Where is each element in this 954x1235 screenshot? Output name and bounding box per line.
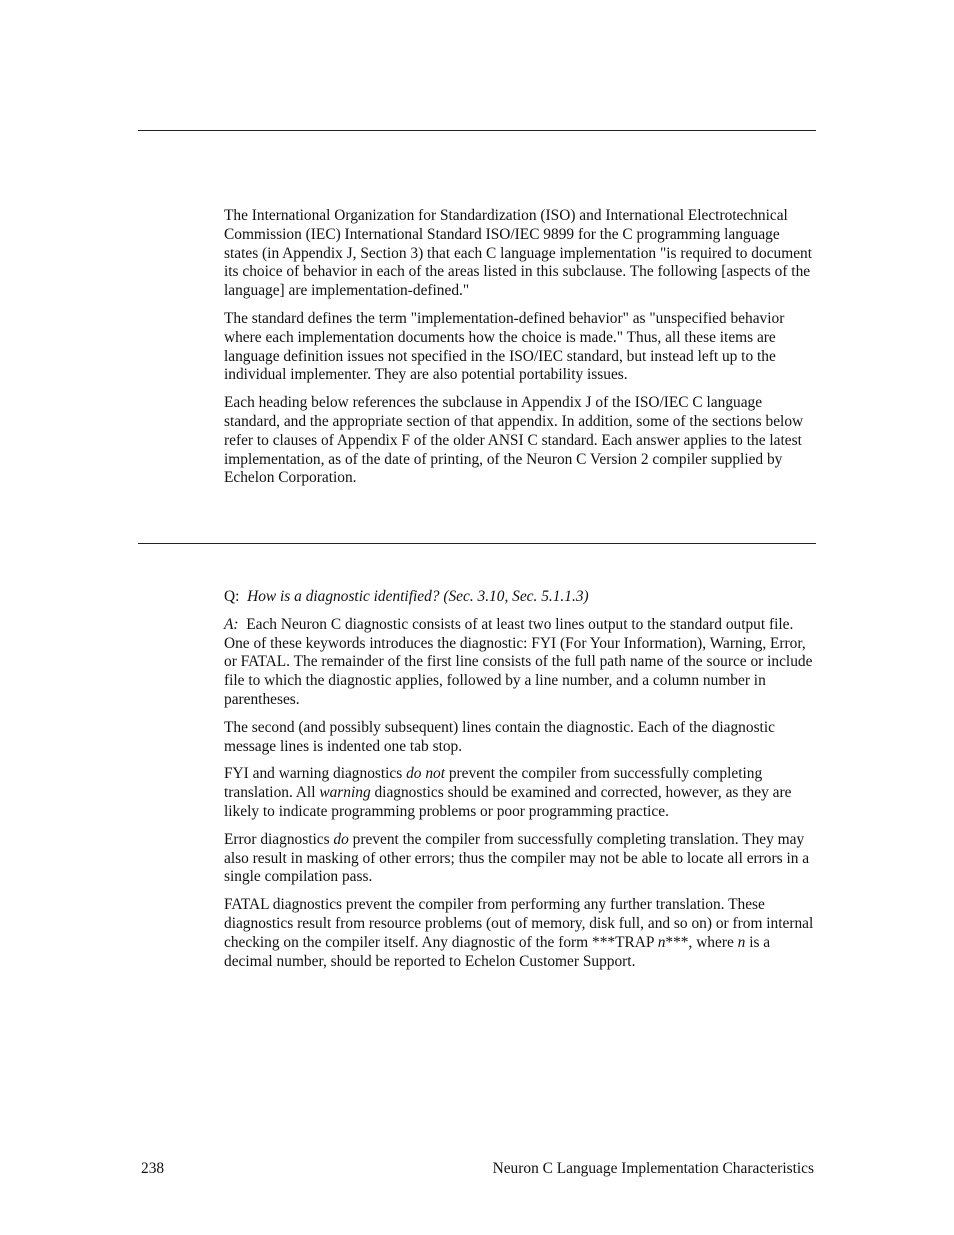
text-run: prevent the compiler from successfully completing translation. They may also result in masking of other errors; thus the compiler may not be able to locate all errors in a single compilation pass. bbox=[224, 830, 810, 886]
answer-text: Each Neuron C diagnostic consists of at least two lines output to the standard output file. One of these keywords introduces the diagnostic: FYI (For Your Information), Warning, Error, or FATAL. The remainder of the first line consists of the full path name of the source or include file to which the diagnostic applies, followed by a line number, and a column number in parentheses. bbox=[224, 615, 813, 708]
text-run: Error diagnostics bbox=[224, 830, 334, 848]
emphasis: do bbox=[333, 830, 349, 848]
emphasis: warning bbox=[319, 784, 371, 802]
answer-paragraph bbox=[224, 831, 816, 887]
emphasis: n bbox=[657, 933, 666, 951]
answer-paragraph bbox=[224, 896, 816, 971]
page-number: 238 bbox=[141, 1160, 165, 1177]
question-text: How is a diagnostic identified? (Sec. 3.10, Sec. 5.1.1.3) bbox=[247, 588, 589, 605]
qa-section bbox=[224, 588, 816, 980]
answer-paragraph: The second (and possibly subsequent) lines contain the diagnostic. Each of the diagnostic message lines is indented one tab stop. bbox=[224, 718, 775, 755]
intro-paragraph: The standard defines the term "implementation-defined behavior" as "unspecified behavior where each implementation documents how the choice is made." Thus, all these items are language definition issues not specified in the ISO/IEC standard, but instead left up to the individual implementer. They are also potential portability issues. bbox=[224, 309, 785, 384]
question bbox=[224, 588, 816, 607]
section-rule bbox=[138, 543, 816, 544]
answer-paragraph bbox=[224, 765, 816, 821]
emphasis: n bbox=[737, 933, 746, 951]
intro-section bbox=[224, 207, 816, 497]
intro-paragraph: Each heading below references the subclause in Appendix J of the ISO/IEC C language standard, and the appropriate section of that appendix. In addition, some of the sections below refer to clauses of Appendix F of the older ANSI C standard. Each answer applies to the latest implementation, as of the date of printing, of the Neuron C Version 2 compiler supplied by Echelon Corporation. bbox=[224, 394, 804, 487]
text-run: is a decimal number, should be reported to Echelon Customer Support. bbox=[224, 933, 771, 970]
text-run: FYI and warning diagnostics bbox=[224, 765, 407, 783]
text-run: FATAL diagnostics prevent the compiler from performing any further translation. These diagnostics result from resource problems (out of memory, disk full, and so on) or from internal checking on the compiler itself. Any diagnostic of the form ***TRAP bbox=[224, 896, 814, 951]
footer-title: Neuron C Language Implementation Characteristics bbox=[492, 1160, 814, 1177]
answer bbox=[224, 616, 816, 710]
top-rule bbox=[138, 130, 816, 131]
emphasis: do not bbox=[406, 765, 446, 783]
answer-label: A: bbox=[224, 615, 239, 633]
question-label: Q: bbox=[224, 588, 240, 605]
text-run: ***, where bbox=[665, 933, 738, 951]
intro-paragraph: The International Organization for Standardization (ISO) and International Electrotechnical Commission (IEC) International Standard ISO/IEC 9899 for the C programming language states (in Appendix J, Section 3) that each C language implementation "is required to document its choice of behavior in each of the areas listed in this subclause. The following [aspects of the language] are implementation-defined." bbox=[224, 207, 812, 300]
text-run: prevent the compiler from successfully completing translation. All bbox=[224, 765, 763, 802]
text-run: diagnostics should be examined and corrected, however, as they are likely to indicate programming problems or poor programming practice. bbox=[224, 784, 792, 820]
